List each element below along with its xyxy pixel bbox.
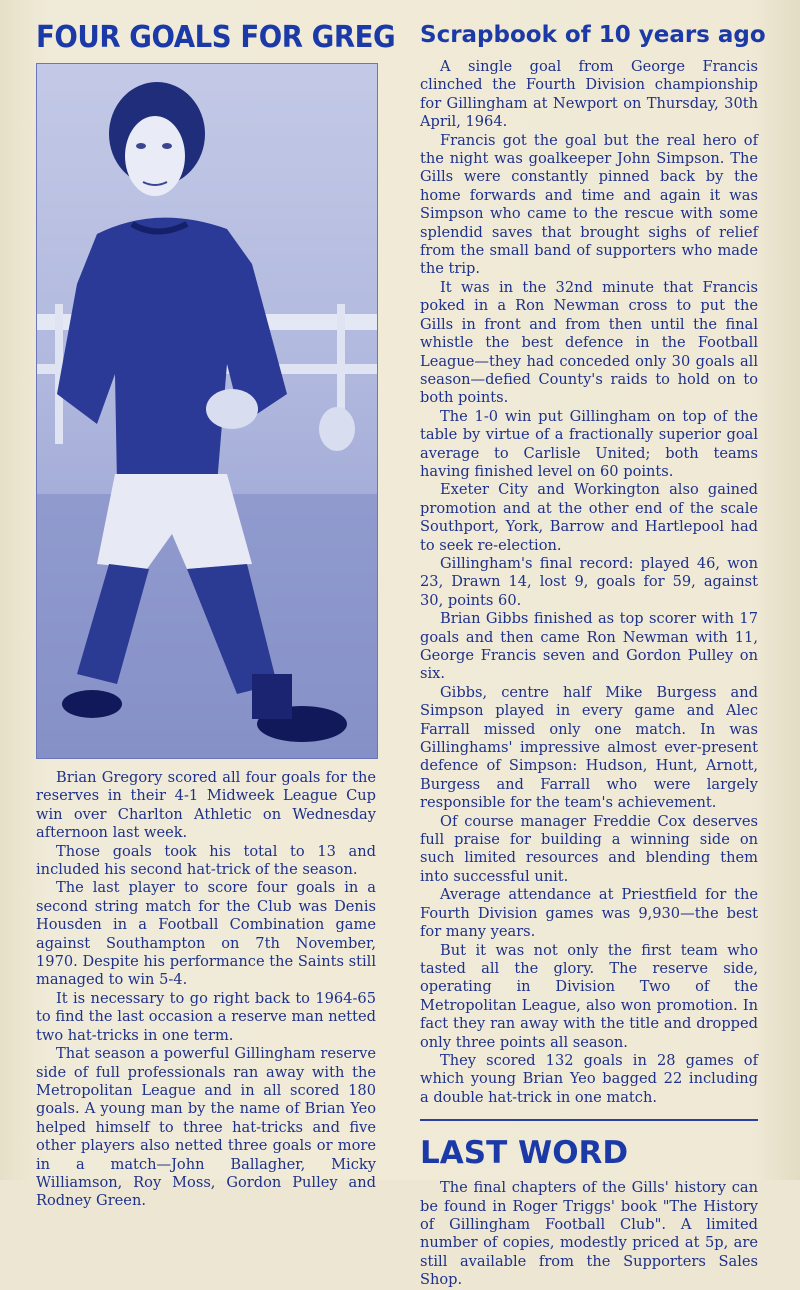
paragraph: It was in the 32nd minute that Francis poked in a Ron Newman cross to put the Gills in front and from then until the final whistle the best defence in the Football League—they had conceded only 30 goals all season—defied County's raids to hold on to both points.	[420, 278, 758, 407]
paragraph: Average attendance at Priestfield for the Fourth Division games was 9,930—the best for many years.	[420, 886, 758, 941]
last-word-body	[420, 1179, 758, 1289]
section-divider	[420, 1119, 758, 1121]
paragraph: They scored 132 goals in 28 games of which young Brian Yeo bagged 22 including a double hat-trick in one match.	[420, 1051, 758, 1106]
paragraph: Exeter City and Workington also gained promotion and at the other end of the scale Southport, York, Barrow and Hartlepool had to seek re-election.	[420, 481, 758, 554]
paragraph: Brian Gregory scored all four goals for the reserves in their 4-1 Midweek League Cup win over Charlton Athletic on Wednesday afternoon last week.	[36, 769, 376, 842]
footballer-photo	[36, 63, 378, 759]
article-headline-four-goals: FOUR GOALS FOR GREG	[36, 20, 396, 55]
paragraph: Francis got the goal but the real hero of the night was goalkeeper John Simpson. The Gills were constantly pinned back by the home forwards and time and again it was Simpson who came to the rescue with some splendid saves that brought sighs of relief from the small band of supporters who made the trip.	[420, 131, 758, 278]
paragraph: Gillingham's final record: played 46, won 23, Drawn 14, lost 9, goals for 59, against 30, points 60.	[420, 554, 758, 609]
article-body-four-goals	[36, 769, 376, 1211]
last-word-headline: LAST WORD	[420, 1135, 629, 1172]
paragraph: Brian Gibbs finished as top scorer with 17 goals and then came Ron Newman with 11, George Francis seven and Gordon Pulley on six.	[420, 610, 758, 683]
paragraph: But it was not only the first team who tasted all the glory. The reserve side, operating in Division Two of the Metropolitan League, also won promotion. In fact they ran away with the title and dropped only three points all season.	[420, 941, 758, 1051]
paragraph: The final chapters of the Gills' history can be found in Roger Triggs' book "The History of Gillingham Football Club". A limited number of copies, modestly priced at 5p, are still available from the Supporters Sales Shop.	[420, 1179, 758, 1289]
paragraph: A single goal from George Francis clinched the Fourth Division championship for Gillingham at Newport on Thursday, 30th April, 1964.	[420, 58, 758, 131]
paragraph: Those goals took his total to 13 and included his second hat-trick of the season.	[36, 842, 376, 879]
left-column	[36, 16, 396, 1211]
paragraph: Gibbs, centre half Mike Burgess and Simpson played in every game and Alec Farrall missed only one match. In was Gillinghams' impressive almost ever-present defence of Simpson: Hudson, Hunt, Arnott, Burgess and Farrall who were largely responsible for the team's achievement.	[420, 683, 758, 812]
paragraph: The 1-0 win put Gillingham on top of the table by virtue of a fractionally superior goal average to Carlisle United; both teams having finished level on 60 points.	[420, 407, 758, 480]
right-column	[420, 18, 766, 1290]
paragraph: It is necessary to go right back to 1964-65 to find the last occasion a reserve man netted two hat-tricks in one term.	[36, 989, 376, 1044]
article-body-scrapbook	[420, 58, 758, 1107]
paragraph: That season a powerful Gillingham reserve side of full professionals ran away with the Metropolitan League and in all scored 180 goals. A young man by the name of Brian Yeo helped himself to three hat-tricks and five other players also netted three goals or more in a match—John Ballagher, Micky Williamson, Roy Moss, Gordon Pulley and Rodney Green.	[36, 1045, 376, 1210]
paragraph: The last player to score four goals in a second string match for the Club was Denis Housden in a Football Combination game against Southampton on 7th November, 1970. Despite his performance the Saints still managed to win 5-4.	[36, 879, 376, 989]
paragraph: Of course manager Freddie Cox deserves full praise for building a winning side on such limited resources and blending them into successful unit.	[420, 812, 758, 885]
article-headline-scrapbook: Scrapbook of 10 years ago	[420, 22, 766, 48]
